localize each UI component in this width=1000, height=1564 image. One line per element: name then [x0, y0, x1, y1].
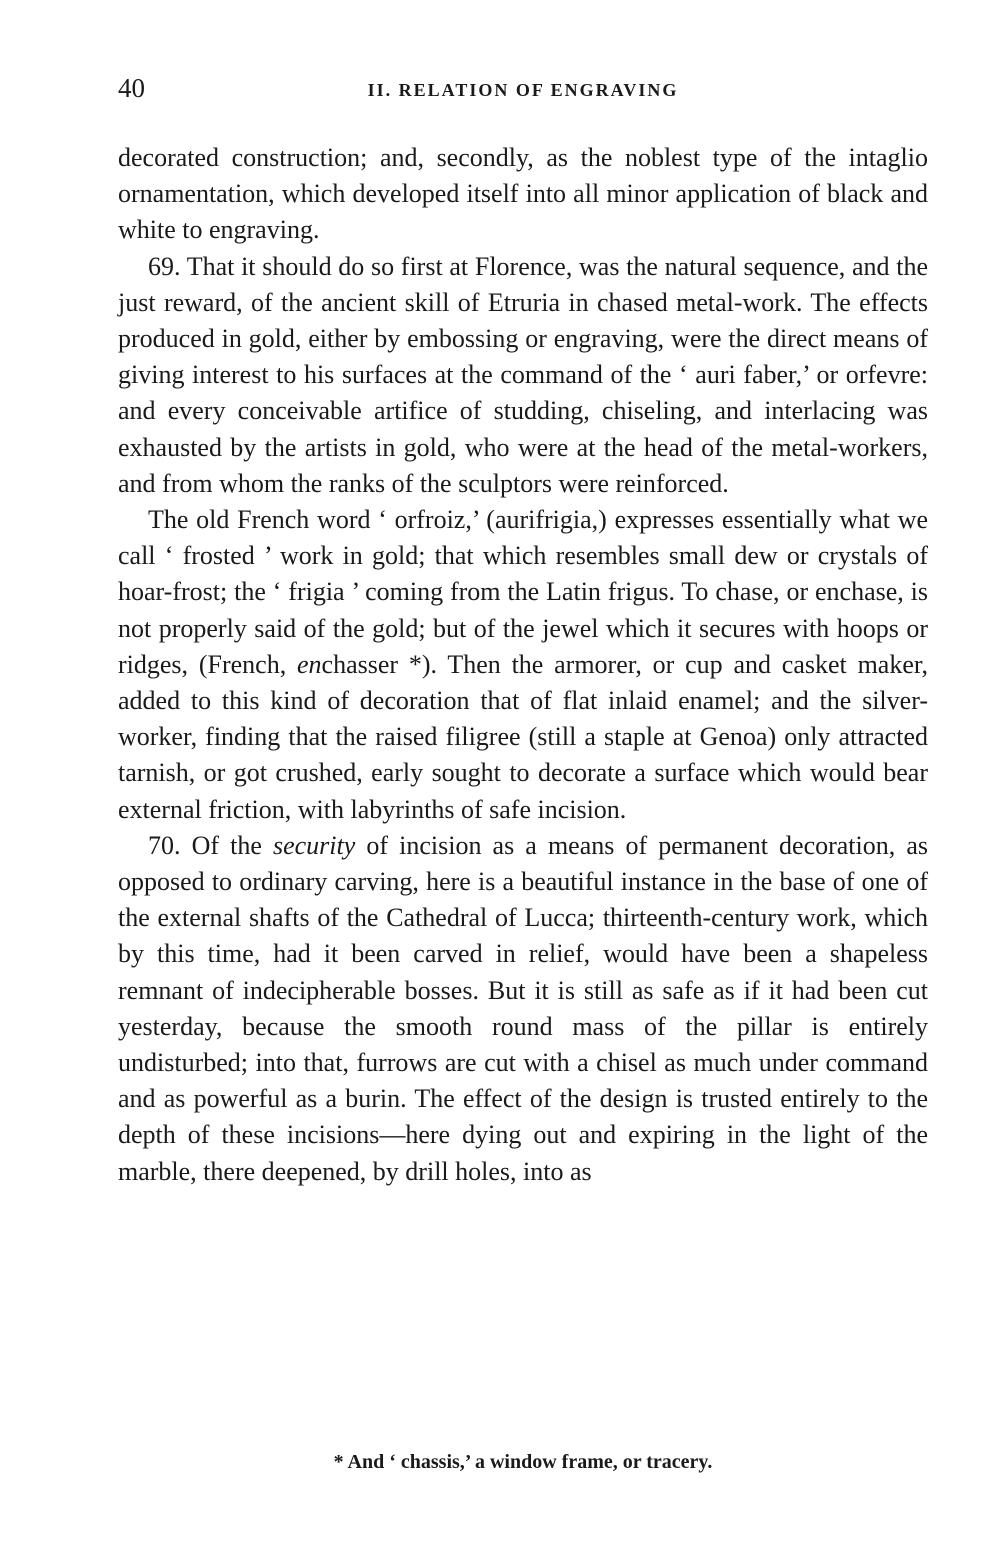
paragraph-70	[118, 828, 928, 1190]
paragraph-69: 69. That it should do so first at Florence, was the natural sequence, and the just reward, of the ancient skill of Etruria in chased metal-work. The effects produced in gold, either by embossing or engraving, were the direct means of giving interest to his surfaces at the command of the ‘ auri faber,’ or orfevre: and every conceivable artifice of studding, chiseling, and interlacing was exhausted by the artists in gold, who were at the head of the metal-workers, and from whom the ranks of the sculptors were reinforced.	[118, 251, 928, 498]
italic-en: en	[297, 649, 322, 679]
running-head	[118, 72, 928, 104]
italic-security: security	[272, 830, 356, 860]
paragraph-orfroiz	[118, 502, 928, 828]
paragraph-70-part-1: 70. Of the	[148, 830, 273, 860]
paragraph-orfroiz-part-2: chasser *). Then the armorer, or cup and casket maker, added to this kind of decoration that of flat inlaid enamel; and the silver-worker, finding that the raised filigree (still a staple at Genoa) only attracted tarnish, or got crushed, early sought to decorate a surface which would bear external friction, with labyrinths of safe incision.	[118, 649, 928, 824]
page-number: 40	[118, 73, 145, 103]
paragraph-orfroiz-part-1: The old French word ‘ orfroiz,’ (aurifrigia,) expresses essentially what we call ‘ frosted ’ work in gold; that which resembles small dew or crystals of hoar-frost; the ‘ frigia ’ coming from the Latin frigus. To chase, or enchase, is not properly said of the gold; but of the jewel which it secures with hoops or ridges, (French,	[118, 505, 928, 679]
footnote: * And ‘ chassis,’ a window frame, or tracery.	[333, 1451, 713, 1473]
body-text	[118, 140, 928, 1190]
running-title: II. RELATION OF ENGRAVING	[367, 80, 679, 100]
paragraph-continued: decorated construction; and, secondly, as the noblest type of the intaglio ornamentation, which developed itself into all minor application of black and white to engraving.	[118, 143, 928, 245]
paragraph-70-part-2: of incision as a means of permanent decoration, as opposed to ordinary carving, here is a beautiful instance in the base of one of the external shafts of the Cathedral of Lucca; thirteenth-century work, which by this time, had it been carved in relief, would have been a shapeless remnant of indecipherable bosses. But it is still as safe as if it had been cut yesterday, because the smooth round mass of the pillar is entirely undisturbed; into that, furrows are cut with a chisel as much under command and as powerful as a burin. The effect of the design is trusted entirely to the depth of these incisions—here dying out and expiring in the light of the marble, there deepened, by drill holes, into as	[118, 830, 929, 1186]
